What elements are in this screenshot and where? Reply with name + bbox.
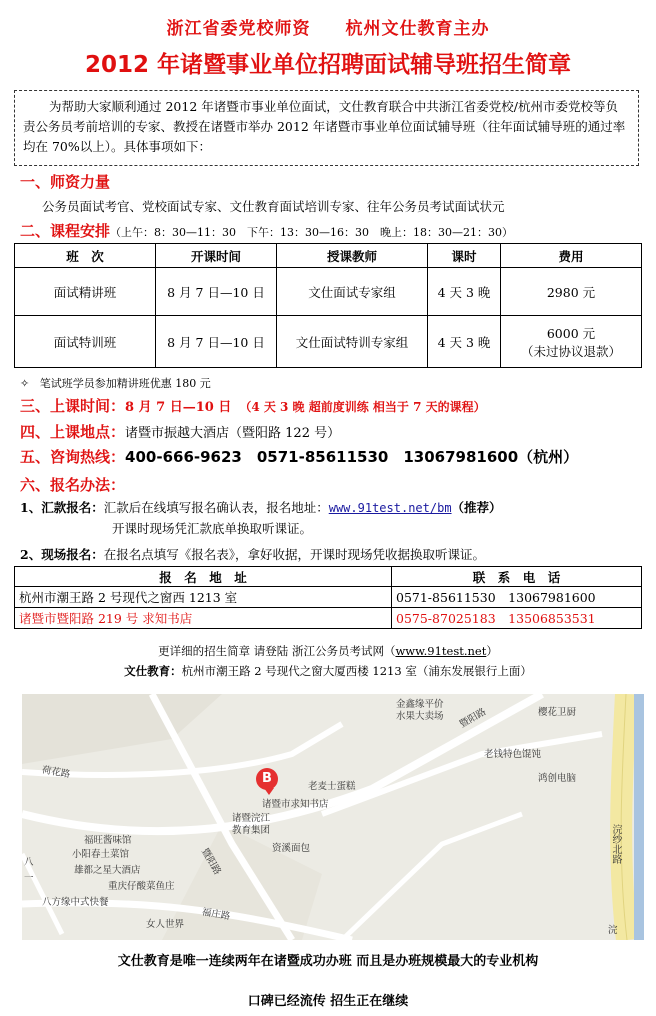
cell-fee xyxy=(501,268,642,316)
table-header-row xyxy=(15,567,642,587)
onsite-text: 在报名点填写《报名表》，拿好收据，开课时现场凭收据换取听课证。 xyxy=(103,547,485,562)
section-number: 五、 xyxy=(20,448,51,466)
address-table xyxy=(14,566,642,629)
discount-note xyxy=(20,375,211,391)
time-value: 8 月 7 日—10 日 xyxy=(125,400,232,415)
remit-line xyxy=(20,498,502,516)
page-title: 2012 年诸暨事业单位招聘面试辅导班招生简章 xyxy=(84,52,572,78)
table-row xyxy=(15,268,642,316)
footer-line2-text: 杭州市潮王路 2 号现代之窗大厦西楼 1213 室（浦东发展银行上面） xyxy=(181,664,532,678)
section-label: 上课时间： xyxy=(50,397,126,415)
header-right: 杭州文仕教育主办 xyxy=(345,19,490,39)
section-number: 二、 xyxy=(20,222,51,240)
col-header: 班 次 xyxy=(15,244,156,268)
map-label: 浣 xyxy=(608,925,618,936)
footer-line1-post: ） xyxy=(486,644,498,658)
section-label: 课程安排 xyxy=(50,222,111,240)
cell-date: 8 月 7 日—10 日 xyxy=(156,268,277,316)
map-label: 诸暨浣江 xyxy=(232,813,271,824)
map-label: 老麦士蛋糕 xyxy=(308,781,356,792)
map-label: 福庄路 xyxy=(201,906,231,923)
hotline-value: 400-666-9623 0571-85611530 13067981600（杭州） xyxy=(125,448,579,466)
top-header xyxy=(0,14,656,39)
location-value: 诸暨市振越大酒店（暨阳路 122 号） xyxy=(125,426,341,441)
teachers-content: 公务员面试考官、党校面试专家、文仕教育面试培训专家、往年公务员考试面试状元 xyxy=(42,199,505,214)
map-roads xyxy=(22,694,644,940)
map-label: 诸暨市求知书店 xyxy=(262,799,329,810)
remit-recommend: （推荐） xyxy=(451,500,502,515)
col-header: 课时 xyxy=(428,244,501,268)
map-label: 暨阳路 xyxy=(199,846,223,877)
table-row xyxy=(15,608,642,629)
cell-addr: 杭州市潮王路 2 号现代之窗西 1213 室 xyxy=(15,587,392,608)
diamond-icon: ✧ xyxy=(20,377,30,390)
map-label: 浣纱北路 xyxy=(610,824,621,864)
map-label: 重庆仔酸菜鱼庄 xyxy=(108,881,175,892)
map-label: 八方缘中式快餐 xyxy=(42,897,109,908)
cell-fee xyxy=(501,316,642,368)
cell-name: 面试精讲班 xyxy=(15,268,156,316)
cell-phone: 0575-87025183 13506853531 xyxy=(392,608,642,629)
section-signup xyxy=(20,474,125,495)
intro-box xyxy=(14,90,639,166)
fee-note: （未过协议退款） xyxy=(520,343,621,359)
section-label: 师资力量 xyxy=(50,173,111,191)
remit-text2: 开课时现场凭汇款底单换取听课证。 xyxy=(112,521,313,536)
remit-label: 1、汇款报名： xyxy=(20,500,104,515)
section-hotline xyxy=(20,446,578,467)
table-header-row xyxy=(15,244,642,268)
footer-line1-pre: 更详细的招生简章 请登陆 浙江公务员考试网（ xyxy=(158,644,396,658)
section-number: 六、 xyxy=(20,476,51,494)
section-location xyxy=(20,421,340,442)
location-map[interactable] xyxy=(22,694,644,940)
cell-teacher: 文仕面试特训专家组 xyxy=(277,316,428,368)
map-label: 暨阳路 xyxy=(457,706,489,731)
table-row xyxy=(15,316,642,368)
discount-text: 笔试班学员参加精讲班优惠 180 元 xyxy=(39,377,211,390)
section-number: 四、 xyxy=(20,423,51,441)
intro-text: 为帮助大家顺利通过 2012 年诸暨市事业单位面试，文仕教育联合中共浙江省委党校/杭州市委党校等负责公务员考前培训的专家、教授在诸暨市举办 2012 年诸暨市事业单位面试辅导班（往年面试辅导班的通过率均在 70%以上）。具体事项如下： xyxy=(23,99,626,154)
marker-pin-icon xyxy=(264,788,274,795)
bottom-slogan-2: 口碑已经流传 招生正在继续 xyxy=(247,994,409,1009)
map-label: 八 xyxy=(24,857,34,868)
signup-link[interactable]: www.91test.net/bm xyxy=(328,501,452,515)
map-label: 荷花路 xyxy=(41,764,71,781)
map-label: 一 xyxy=(24,873,34,884)
time-note: （4 天 3 晚 超前度训练 相当于 7 天的课程） xyxy=(239,400,486,414)
footer-info xyxy=(0,641,656,681)
map-label: 鸿创电脑 xyxy=(538,773,577,784)
map-label: 雄都之星大酒店 xyxy=(74,865,141,876)
map-label: 福旺酱味馆 xyxy=(84,835,132,846)
onsite-label: 2、现场报名： xyxy=(20,547,104,562)
footer-line2-label: 文仕教育： xyxy=(124,664,182,678)
cell-name: 面试特训班 xyxy=(15,316,156,368)
cell-date: 8 月 7 日—10 日 xyxy=(156,316,277,368)
cell-hours: 4 天 3 晚 xyxy=(428,316,501,368)
col-header: 报 名 地 址 xyxy=(15,567,392,587)
col-header: 费用 xyxy=(501,244,642,268)
col-header: 联 系 电 话 xyxy=(392,567,642,587)
course-table xyxy=(14,243,642,368)
section-label: 咨询热线： xyxy=(50,448,126,466)
col-header: 授课教师 xyxy=(277,244,428,268)
cell-phone: 0571-85611530 13067981600 xyxy=(392,587,642,608)
cell-teacher: 文仕面试专家组 xyxy=(277,268,428,316)
bottom-slogan-1: 文仕教育是唯一连续两年在诸暨成功办班 而且是办班规模最大的专业机构 xyxy=(117,954,539,969)
section-time xyxy=(20,395,486,416)
website-link[interactable]: www.91test.net xyxy=(395,644,487,658)
section-teachers-heading xyxy=(20,171,110,192)
map-label: 水果大卖场 xyxy=(396,711,444,722)
section-label: 上课地点： xyxy=(50,423,126,441)
map-label: 老钱特色馄饨 xyxy=(484,749,542,760)
section-number: 一、 xyxy=(20,173,51,191)
course-schedule: （上午：8：30—11：30 下午：13：30—16：30 晚上：18：30—21：30） xyxy=(110,226,513,239)
map-label: 资溪面包 xyxy=(272,843,311,854)
cell-addr: 诸暨市暨阳路 219 号 求知书店 xyxy=(15,608,392,629)
map-label: 樱花卫厨 xyxy=(538,707,577,718)
footer-line1 xyxy=(0,641,656,661)
map-marker-icon[interactable]: B xyxy=(256,768,278,790)
fee-value: 2980 元 xyxy=(546,284,596,300)
section-courses-heading xyxy=(20,220,513,241)
table-row xyxy=(15,587,642,608)
map-label: 教育集团 xyxy=(232,825,271,836)
header-left: 浙江省委党校师资 xyxy=(166,19,311,39)
footer-line2 xyxy=(0,661,656,681)
section-number: 三、 xyxy=(20,397,51,415)
fee-value: 6000 元 xyxy=(546,325,596,341)
section-label: 报名办法： xyxy=(50,476,126,494)
cell-hours: 4 天 3 晚 xyxy=(428,268,501,316)
remit-text: 汇款后在线填写报名确认表，报名地址： xyxy=(103,500,329,515)
onsite-line xyxy=(20,545,485,563)
col-header: 开课时间 xyxy=(156,244,277,268)
map-label: 金鑫缘平价 xyxy=(396,699,444,710)
map-label: 女人世界 xyxy=(146,919,185,930)
map-label: 小阳春土菜馆 xyxy=(72,849,130,860)
